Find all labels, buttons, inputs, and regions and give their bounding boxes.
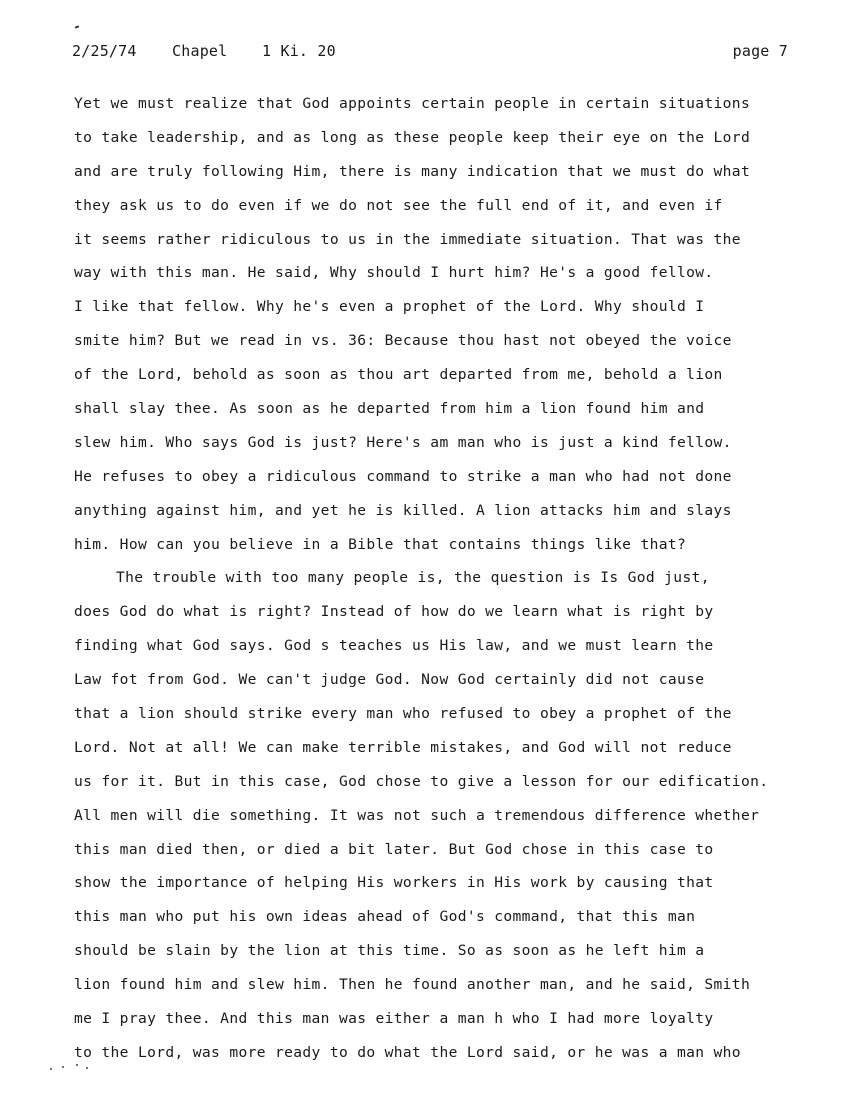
text-line: finding what God says. God s teaches us His law, and we must learn the bbox=[74, 637, 714, 655]
header-venue: Chapel bbox=[172, 42, 228, 60]
text-line: this man who put his own ideas ahead of God's command, that this man bbox=[74, 908, 696, 926]
text-line: All men will die something. It was not such a tremendous difference whether bbox=[74, 806, 760, 824]
text-line: Yet we must realize that God appoints certain people in certain situations bbox=[74, 95, 751, 112]
text-line: they ask us to do even if we do not see the full end of it, and even if bbox=[74, 196, 723, 214]
stray-ink-mark bbox=[75, 25, 79, 28]
text-line: to take leadership, and as long as these people keep their eye on the Lord bbox=[74, 128, 751, 146]
document-body bbox=[74, 94, 844, 1077]
header-page-number: page 7 bbox=[732, 42, 788, 60]
paragraph-start-line: The trouble with too many people is, the question is Is God just, bbox=[116, 569, 710, 587]
header-date: 2/25/74 bbox=[72, 42, 137, 60]
text-line: it seems rather ridiculous to us in the immediate situation. That was the bbox=[74, 230, 741, 248]
text-line: to the Lord, was more ready to do what the Lord said, or he was a man who bbox=[74, 1043, 741, 1061]
text-line: smite him? But we read in vs. 36: Because thou hast not obeyed the voice bbox=[74, 332, 732, 350]
text-line: me I pray thee. And this man was either a man h who I had more loyalty bbox=[74, 1010, 714, 1028]
text-line: does God do what is right? Instead of how do we learn what is right by bbox=[74, 603, 714, 621]
text-line: Law fot from God. We can't judge God. Now God certainly did not cause bbox=[74, 671, 705, 689]
text-line: shall slay thee. As soon as he departed from him a lion found him and bbox=[74, 400, 705, 418]
text-line: that a lion should strike every man who refused to obey a prophet of the bbox=[74, 705, 732, 723]
text-line: I like that fellow. Why he's even a prophet of the Lord. Why should I bbox=[74, 298, 705, 316]
text-line: slew him. Who says God is just? Here's am man who is just a kind fellow. bbox=[74, 433, 732, 451]
text-line: and are truly following Him, there is many indication that we must do what bbox=[74, 162, 751, 180]
text-line: him. How can you believe in a Bible that contains things like that? bbox=[74, 535, 687, 553]
text-line: lion found him and slew him. Then he found another man, and he said, Smith bbox=[74, 976, 751, 994]
header-scripture-reference: 1 Ki. 20 bbox=[262, 42, 336, 60]
text-line: this man died then, or died a bit later. But God chose in this case to bbox=[74, 840, 714, 858]
text-line: us for it. But in this case, God chose to give a lesson for our edification. bbox=[74, 772, 769, 790]
text-line: He refuses to obey a ridiculous command to strike a man who had not done bbox=[74, 467, 732, 485]
page-header bbox=[72, 42, 802, 66]
stray-ink-dots bbox=[50, 1064, 94, 1074]
text-line: of the Lord, behold as soon as thou art departed from me, behold a lion bbox=[74, 366, 723, 384]
text-line: anything against him, and yet he is killed. A lion attacks him and slays bbox=[74, 501, 732, 519]
text-line: show the importance of helping His workers in His work by causing that bbox=[74, 874, 714, 892]
text-line: way with this man. He said, Why should I hurt him? He's a good fellow. bbox=[74, 264, 714, 282]
text-line: should be slain by the lion at this time. So as soon as he left him a bbox=[74, 942, 705, 960]
text-line: Lord. Not at all! We can make terrible mistakes, and God will not reduce bbox=[74, 738, 732, 756]
